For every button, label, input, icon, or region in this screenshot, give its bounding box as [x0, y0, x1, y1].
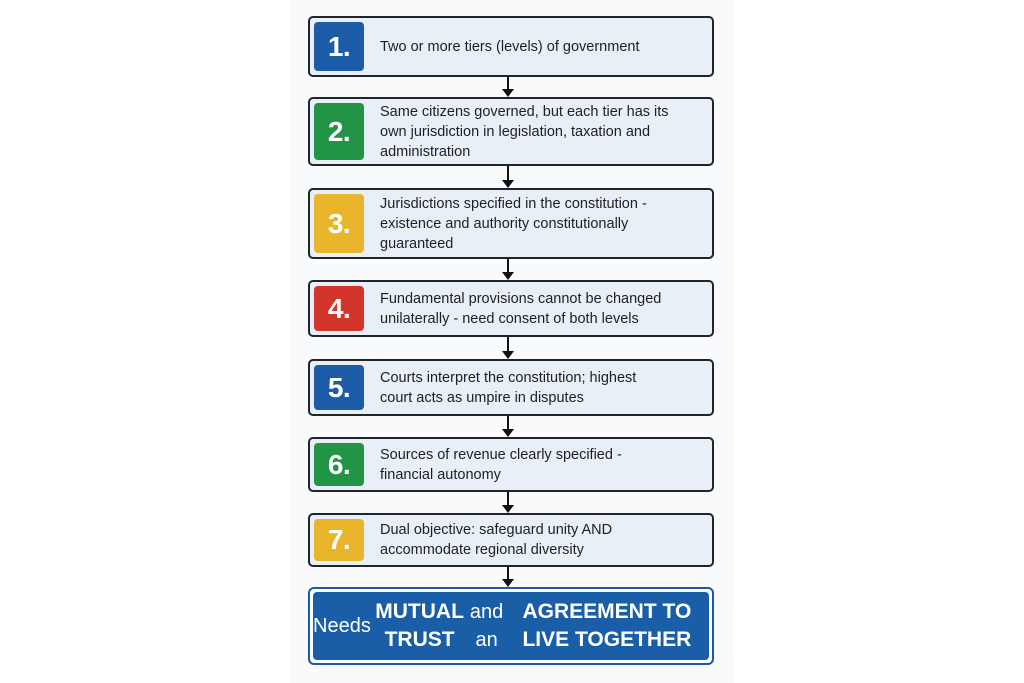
conclusion-box — [308, 587, 714, 665]
step-7-text: Dual objective: safeguard unity AND accommodate regional diversity — [380, 522, 613, 558]
step-2-text: Same citizens governed, but each tier has its own jurisdiction in legislation, taxation and administration — [380, 103, 669, 160]
arrow-2-to-3 — [505, 166, 511, 188]
conclusion-mutual-trust: MUTUAL TRUST — [375, 600, 464, 651]
arrow-7-to-final — [505, 567, 511, 587]
step-1-text: Two or more tiers (levels) of government — [380, 38, 640, 55]
step-4-text: Fundamental provisions cannot be changed unilaterally - need consent of both levels — [380, 290, 662, 327]
conclusion-line1-prefix: Needs — [313, 615, 371, 637]
step-6-number-badge: 6. — [314, 443, 364, 486]
conclusion-text — [313, 592, 709, 660]
step-2-number-badge: 2. — [314, 103, 364, 160]
conclusion-line1-suffix: and an — [469, 601, 504, 651]
step-6-text: Sources of revenue clearly specified - financial autonomy — [380, 446, 622, 483]
step-6-box — [308, 437, 714, 492]
step-3-box — [308, 188, 714, 259]
arrow-5-to-6 — [505, 416, 511, 437]
step-2-box — [308, 97, 714, 166]
step-1-box — [308, 16, 714, 77]
step-5-box — [308, 359, 714, 416]
step-3-text: Jurisdictions specified in the constitution - existence and authority constitutionally guaranteed — [380, 195, 647, 252]
step-4-number-badge: 4. — [314, 286, 364, 331]
step-5-number-badge: 5. — [314, 365, 364, 410]
step-5-text: Courts interpret the constitution; highest court acts as umpire in disputes — [380, 369, 637, 406]
conclusion-agreement: AGREEMENT TO LIVE TOGETHER — [522, 600, 692, 651]
arrow-1-to-2 — [505, 77, 511, 97]
step-7-number-badge: 7. — [314, 519, 364, 561]
step-1-number-badge: 1. — [314, 22, 364, 71]
step-4-box — [308, 280, 714, 337]
arrow-4-to-5 — [505, 337, 511, 359]
step-3-number-badge: 3. — [314, 194, 364, 253]
arrow-3-to-4 — [505, 259, 511, 280]
step-7-box — [308, 513, 714, 567]
arrow-6-to-7 — [505, 492, 511, 513]
